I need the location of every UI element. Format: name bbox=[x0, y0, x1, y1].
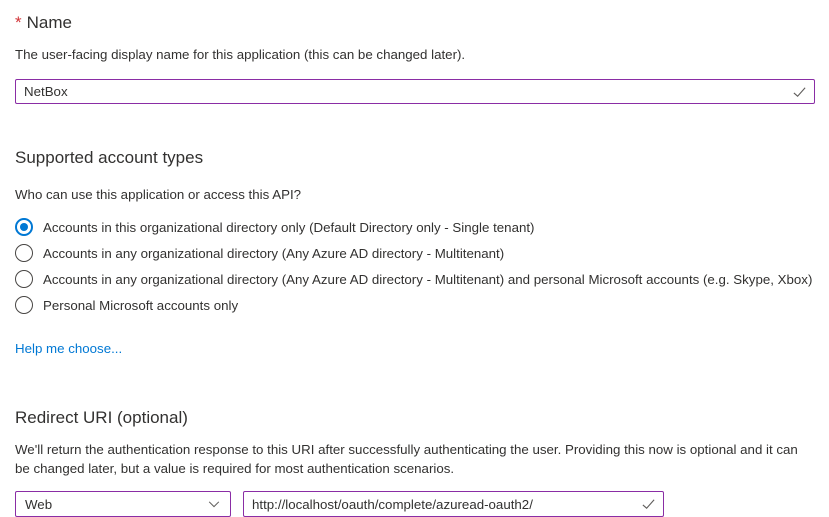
checkmark-icon bbox=[641, 497, 656, 512]
radio-option[interactable] bbox=[15, 240, 815, 266]
account-types-question: Who can use this application or access this API? bbox=[15, 187, 302, 202]
radio-button-icon[interactable] bbox=[15, 244, 33, 262]
radio-button-icon[interactable] bbox=[15, 270, 33, 288]
help-me-choose-link[interactable]: Help me choose... bbox=[15, 341, 123, 356]
name-description: The user-facing display name for this application (this can be changed later). bbox=[15, 47, 466, 62]
redirect-uri-heading: Redirect URI (optional) bbox=[15, 408, 188, 427]
radio-option[interactable] bbox=[15, 266, 815, 292]
radio-option-label: Personal Microsoft accounts only bbox=[43, 297, 239, 313]
required-asterisk: * bbox=[15, 13, 22, 32]
radio-button-icon[interactable] bbox=[15, 218, 33, 236]
account-types-heading: Supported account types bbox=[15, 148, 204, 167]
checkmark-icon bbox=[792, 84, 807, 99]
platform-select[interactable] bbox=[15, 491, 231, 517]
chevron-down-icon bbox=[207, 497, 221, 511]
radio-option[interactable] bbox=[15, 214, 815, 240]
radio-option[interactable] bbox=[15, 292, 815, 318]
redirect-uri-input-wrap bbox=[243, 491, 664, 517]
account-types-radio-group bbox=[15, 214, 815, 318]
name-input[interactable] bbox=[15, 79, 815, 104]
redirect-uri-input[interactable] bbox=[243, 491, 664, 517]
name-input-wrap bbox=[15, 79, 815, 104]
name-label: Name bbox=[26, 13, 72, 32]
name-section-heading bbox=[15, 12, 815, 33]
platform-select-value: Web bbox=[25, 496, 53, 512]
radio-button-icon[interactable] bbox=[15, 296, 33, 314]
radio-option-label: Accounts in any organizational directory (Any Azure AD directory - Multitenant) bbox=[43, 245, 505, 261]
radio-option-label: Accounts in this organizational directory only (Default Directory only - Single tenant) bbox=[43, 219, 535, 235]
redirect-uri-description: We'll return the authentication response to this URI after successfully authenticating the user. Providing this now is optional and it can be changed later, but a value is required for most authentication scenarios. bbox=[15, 442, 798, 476]
radio-option-label: Accounts in any organizational directory (Any Azure AD directory - Multitenant) and personal Microsoft accounts (e.g. Skype, Xbox) bbox=[43, 271, 813, 287]
redirect-uri-controls bbox=[15, 491, 815, 517]
